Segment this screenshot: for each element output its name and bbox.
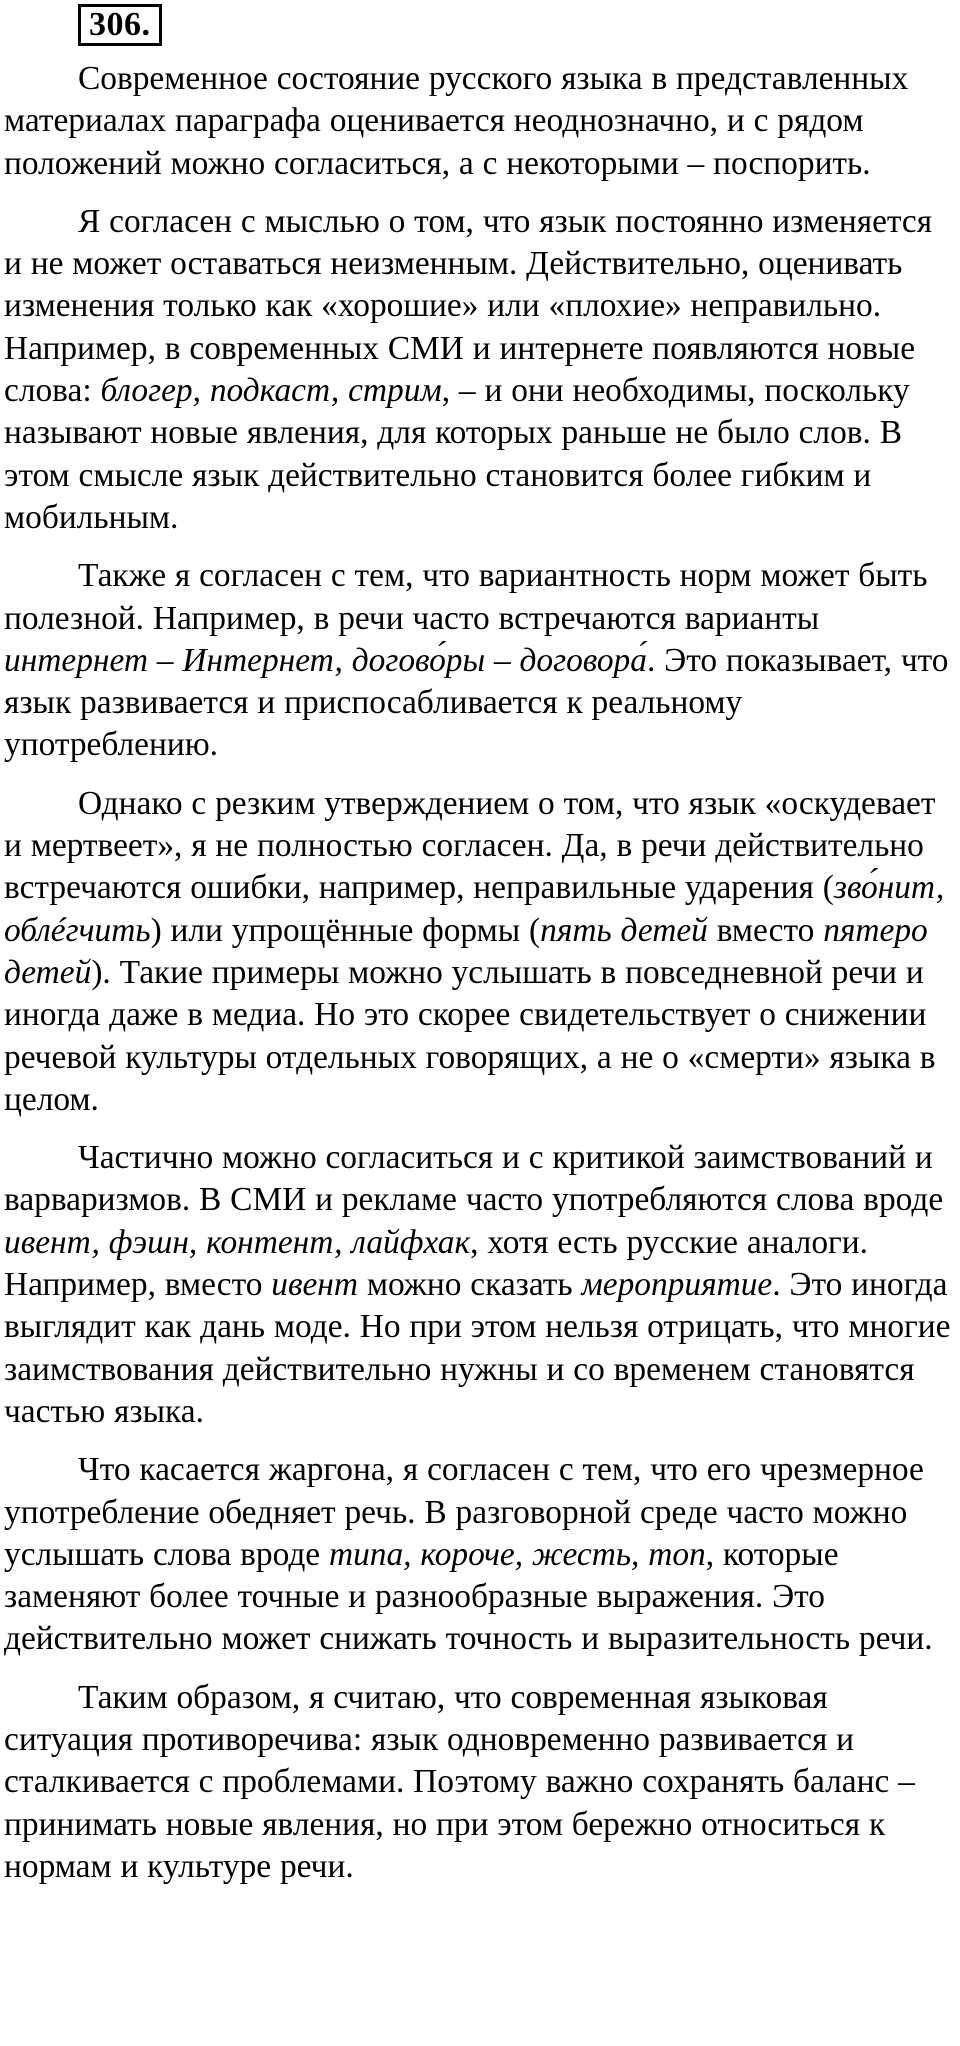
essay-paragraph: [4, 555, 954, 766]
italic-example: пятеро детей: [4, 911, 928, 991]
essay-paragraph: [4, 1137, 954, 1433]
italic-example: ивент: [271, 1266, 358, 1304]
italic-example: интернет – Интернет, догово́ры – договора́: [4, 641, 647, 679]
essay-paragraph: [4, 1449, 954, 1660]
task-number-box: 306.: [78, 4, 162, 46]
text-run: Что касается жаргона, я согласен с тем, что его чрезмерное употребление обедняет речь. В разговорной среде часто можно услышать слова вроде: [4, 1451, 924, 1573]
text-run: Я согласен с мыслью о том, что язык постоянно изменяется и не может оставаться неизменным. Действительно, оценивать изменения только как «хорошие» или «плохие» неправильно. Например, в современных СМИ и интернете появляются новые слова:: [4, 202, 933, 410]
italic-example: блогер, подкаст, стрим: [100, 372, 442, 410]
essay-paragraph: [4, 783, 954, 1121]
text-run: . Это показывает, что язык развивается и приспосабливается к реальному употреблению.: [4, 641, 949, 764]
text-run: , – и они необходимы, поскольку называют новые явления, для которых раньше не было слов. В этом смысле язык действительно становится более гибким и мобильным.: [4, 372, 910, 536]
italic-example: пять детей: [540, 911, 708, 949]
text-run: Однако с резким утверждением о том, что язык «оскудевает и мертвеет», я не полностью согласен. Да, в речи действительно встречаются ошибки, например, неправильные ударения (: [4, 784, 936, 907]
italic-example: зво́нит, облéгчить: [4, 869, 945, 949]
text-run: ). Такие примеры можно услышать в повседневной речи и иногда даже в медиа. Но это скорее свидетельствует о снижении речевой культуры отдельных говорящих, а не о «смерти» языка в целом.: [4, 953, 936, 1118]
essay-paragraph: [4, 1677, 954, 1888]
text-run: , хотя есть русские аналоги. Например, вместо: [4, 1223, 868, 1304]
text-run: Также я согласен с тем, что вариантность норм может быть полезной. Например, в речи часто встречаются варианты: [4, 557, 928, 637]
text-run: Таким образом, я считаю, что современная языковая ситуация противоречива: язык одновременно развивается и сталкивается с проблемами. Поэтому важно сохранять баланс – принимать новые явления, но при этом бережно относиться к нормам и культуре речи.: [4, 1678, 915, 1885]
text-run: можно сказать: [357, 1266, 582, 1304]
italic-example: ивент, фэшн, контент, лайфхак: [4, 1223, 471, 1261]
text-run: . Это иногда выглядит как дань моде. Но при этом нельзя отрицать, что многие заимствования действительно нужны и со временем становятся частью языка.: [4, 1266, 951, 1430]
text-run: Частично можно согласиться и с критикой заимствований и варваризмов. В СМИ и рекламе часто употребляются слова вроде: [4, 1139, 944, 1219]
italic-example: типа, короче, жесть, топ: [328, 1535, 706, 1573]
text-run: Современное состояние русского языка в представленных материалах параграфа оценивается неоднозначно, и с рядом положений можно согласиться, а с некоторыми – поспорить.: [4, 60, 909, 182]
text-run: , которые заменяют более точные и разнообразные выражения. Это действительно может снижать точность и выразительность речи.: [4, 1535, 933, 1658]
italic-example: мероприятие: [581, 1266, 773, 1304]
essay-paragraph: [4, 201, 954, 539]
essay-body: [4, 58, 954, 1904]
text-run: ) или упрощённые формы (: [150, 911, 541, 949]
essay-paragraph: [4, 58, 954, 185]
text-run: вместо: [707, 911, 824, 949]
